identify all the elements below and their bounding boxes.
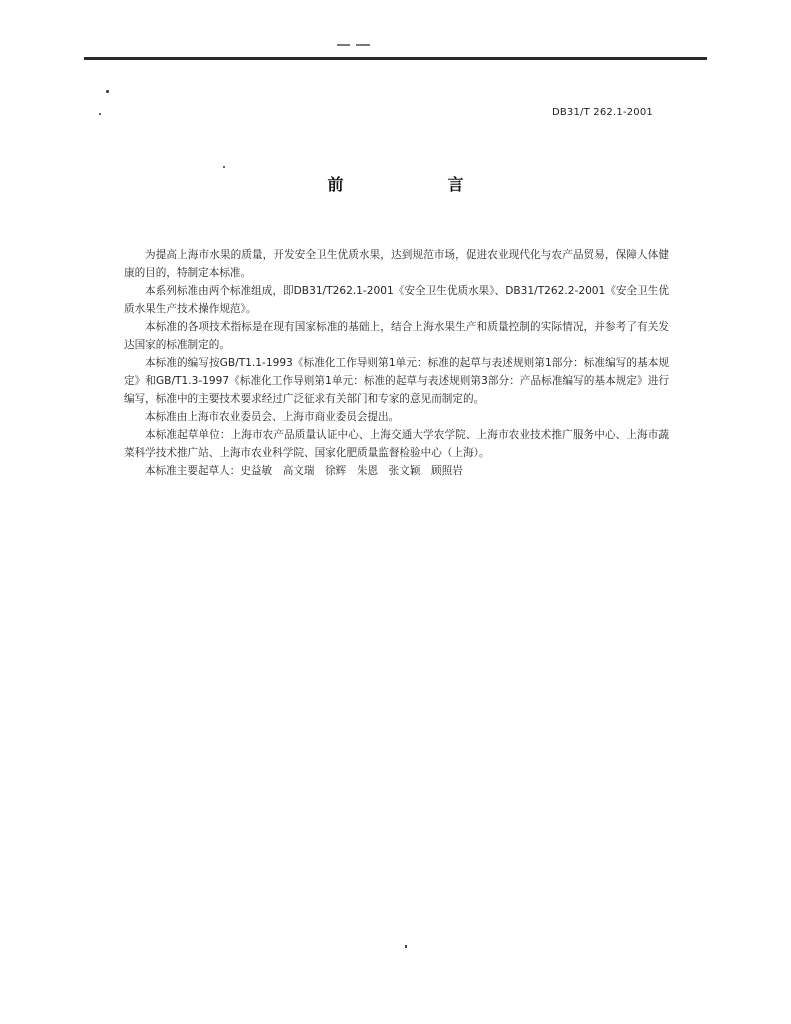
foreword-paragraph: 本标准的编写按GB/T1.1-1993《标准化工作导则第1单元：标准的起草与表述规则第1部分：标准编写的基本规定》和GB/T1.3-1997《标准化工作导则第1单元：标准的起草与表述规则第3部分：产品标准编写的基本规定》进行编写，标准中的主要技术要求经过广泛征求有关部门和专家的意见而制定的。 [124,357,669,405]
scan-speck [106,90,109,93]
foreword-paragraph: 本标准的各项技术指标是在现有国家标准的基础上，结合上海水果生产和质量控制的实际情况，并参考了有关发达国家的标准制定的。 [124,321,669,351]
page-title: 前 言 [327,175,508,194]
foreword-body [124,246,669,480]
scan-speck [99,113,101,115]
foreword-paragraph: 本标准由上海市农业委员会、上海市商业委员会提出。 [145,411,400,423]
foreword-paragraph: 为提高上海市水果的质量，开发安全卫生优质水果，达到规范市场，促进农业现代化与农产品贸易，保障人体健康的目的，特制定本标准。 [124,249,669,279]
scan-speck [405,945,407,948]
foreword-paragraph: 本标准主要起草人：史益敏 高文瑞 徐辉 朱恩 张文颖 顾照岩 [145,465,463,477]
scan-speck [223,166,225,168]
header-rule [84,57,707,60]
header-mark-left [337,44,350,46]
foreword-paragraph: 本标准起草单位：上海市农产品质量认证中心、上海交通大学农学院、上海市农业技术推广服务中心、上海市蔬菜科学技术推广站、上海市农业科学院、国家化肥质量监督检验中心（上海）。 [124,429,669,459]
foreword-paragraph: 本系列标准由两个标准组成，即DB31/T262.1-2001《安全卫生优质水果》、DB31/T262.2-2001《安全卫生优质水果生产技术操作规范》。 [124,285,669,315]
standard-number: DB31/T 262.1-2001 [551,107,653,118]
header-mark-right [356,44,370,46]
